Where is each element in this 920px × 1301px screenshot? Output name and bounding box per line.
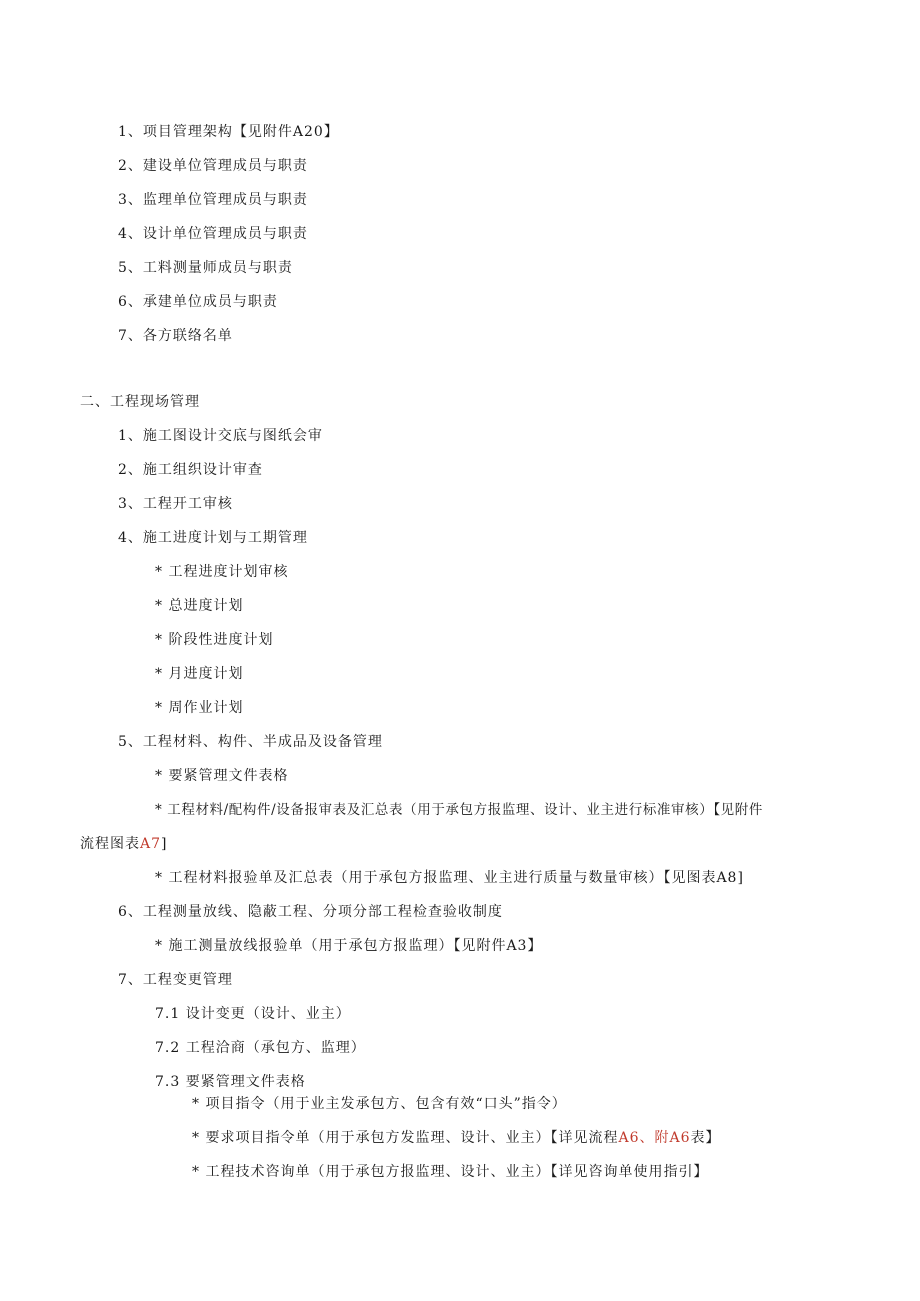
list-item: 6、工程测量放线、隐蔽工程、分项分部工程检查验收制度: [118, 904, 503, 920]
attachment-ref: A7: [140, 836, 162, 852]
sub-item: * 施工测量放线报验单（用于承包方报监理）【见附件A3】: [155, 938, 543, 954]
section-heading: 二、工程现场管理: [80, 394, 200, 410]
sub-item: * 总进度计划: [155, 598, 244, 614]
sub-item-continuation: [80, 834, 168, 854]
bracket-close: ]: [161, 836, 168, 852]
sub-item: * 月进度计划: [155, 666, 244, 682]
list-item: 7、工程变更管理: [118, 972, 233, 988]
list-item: 3、工程开工审核: [118, 496, 233, 512]
sub-item: * 周作业计划: [155, 700, 244, 716]
list-item: 4、施工进度计划与工期管理: [118, 530, 308, 546]
list-item: 4、设计单位管理成员与职责: [118, 226, 308, 242]
list-item: 2、施工组织设计审查: [118, 462, 263, 478]
sub-sub-item: * 工程技术咨询单（用于承包方报监理、设计、业主）【详见咨询单使用指引】: [192, 1164, 709, 1180]
list-item: 7、各方联络名单: [118, 328, 233, 344]
sub-sub-item: [192, 1128, 721, 1148]
continuation-text: 流程图表: [80, 836, 140, 852]
sub-item: * 阶段性进度计划: [155, 632, 274, 648]
list-item: 5、工料测量师成员与职责: [118, 260, 293, 276]
sub-item: * 工程材料/配构件/设备报审表及汇总表（用于承包方报监理、设计、业主进行标准审核）【见附件: [155, 802, 763, 818]
list-item: 1、项目管理架构【见附件A20】: [118, 124, 339, 140]
sub-item: * 工程进度计划审核: [155, 564, 289, 580]
item-text: * 要求项目指令单（用于承包方发监理、设计、业主）【详见流程: [192, 1130, 619, 1146]
attachment-ref: A6、附A6: [618, 1130, 691, 1146]
sub-item: 7.3 要紧管理文件表格: [155, 1074, 306, 1090]
sub-item: * 要紧管理文件表格: [155, 768, 289, 784]
list-item: 1、施工图设计交底与图纸会审: [118, 428, 323, 444]
list-item: 5、工程材料、构件、半成品及设备管理: [118, 734, 383, 750]
list-item: 6、承建单位成员与职责: [118, 294, 278, 310]
list-item: 3、监理单位管理成员与职责: [118, 192, 308, 208]
list-item: 2、建设单位管理成员与职责: [118, 158, 308, 174]
sub-item: 7.2 工程洽商（承包方、监理）: [155, 1040, 366, 1056]
sub-item: * 工程材料报验单及汇总表（用于承包方报监理、业主进行质量与数量审核）【见图表A8]: [155, 870, 744, 886]
sub-item: 7.1 设计变更（设计、业主）: [155, 1006, 351, 1022]
item-text-suffix: 表】: [690, 1130, 721, 1146]
sub-sub-item: * 项目指令（用于业主发承包方、包含有效“口头”指令）: [192, 1096, 567, 1112]
